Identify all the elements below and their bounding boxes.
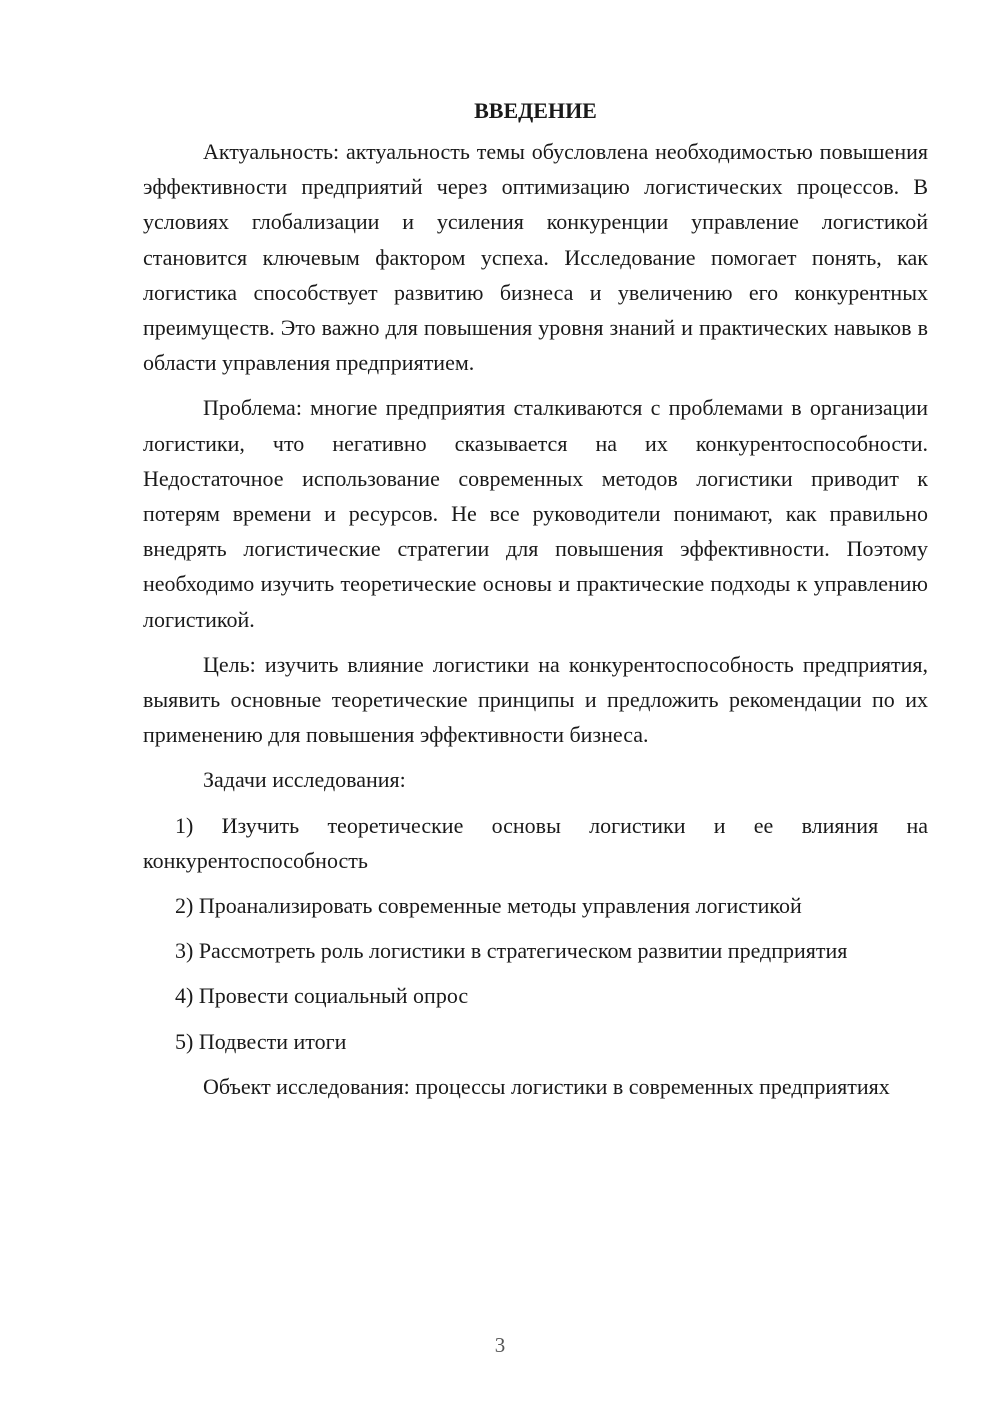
paragraph-problem: Проблема: многие предприятия сталкиваются с проблемами в организации логистики, что негативно сказывается на их конкурентоспособности. Недостаточное использование современных методов логистики приводит к потерям времени и ресурсов. Не все руководители понимают, как правильно внедрять логистические стратегии для повышения эффективности. Поэтому необходимо изучить теоретические основы и практические подходы к управлению логистикой. bbox=[143, 395, 928, 632]
task-item-2: 2) Проанализировать современные методы управления логистикой bbox=[175, 893, 802, 919]
paragraph-tasks-heading: Задачи исследования: bbox=[203, 767, 406, 793]
paragraph-object: Объект исследования: процессы логистики в современных предприятиях bbox=[203, 1073, 890, 1099]
paragraph-goal: Цель: изучить влияние логистики на конкурентоспособность предприятия, выявить основные теоретические принципы и предложить рекомендации по их применению для повышения эффективности бизнеса. bbox=[143, 651, 928, 748]
task-item-4: 4) Провести социальный опрос bbox=[175, 983, 469, 1009]
task-item-1: 1) Изучить теоретические основы логистики и ее влияния на конкурентоспособность bbox=[143, 812, 928, 873]
document-page bbox=[143, 96, 928, 1114]
paragraph-relevance: Актуальность: актуальность темы обусловлена необходимостью повышения эффективности предприятий через оптимизацию логистических процессов. В условиях глобализации и усиления конкуренции управление логистикой становится ключевым фактором успеха. Исследование помогает понять, как логистика способствует развитию бизнеса и увеличению его конкурентных преимуществ. Это важно для повышения уровня знаний и практических навыков в области управления предприятием. bbox=[143, 139, 928, 376]
section-heading: ВВЕДЕНИЕ bbox=[474, 98, 597, 123]
task-item-5: 5) Подвести итоги bbox=[175, 1028, 347, 1054]
page-number: 3 bbox=[494, 1333, 506, 1357]
task-item-3: 3) Рассмотреть роль логистики в стратегическом развитии предприятия bbox=[175, 938, 848, 964]
